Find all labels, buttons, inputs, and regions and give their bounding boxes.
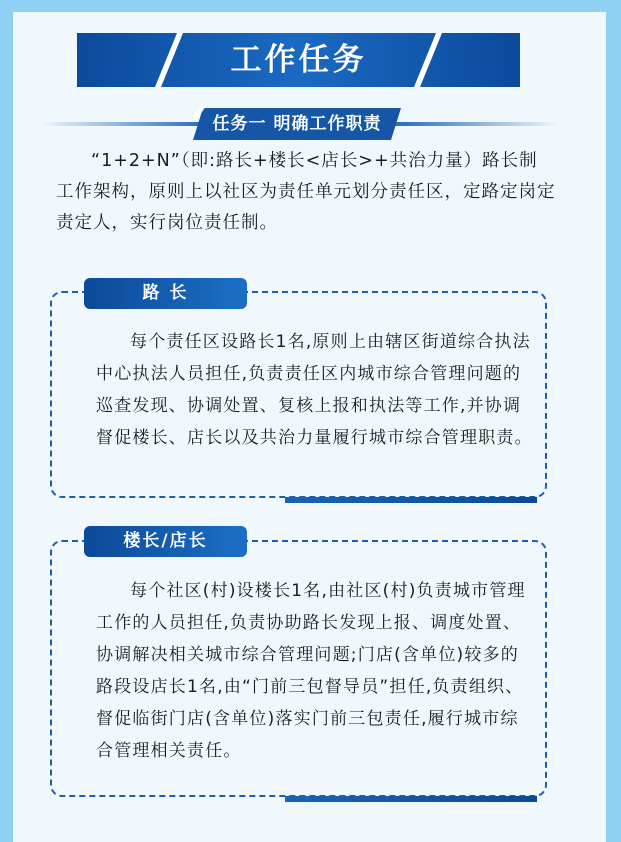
- subtitle-tag: [193, 108, 401, 140]
- card-body: 每个社区(村)设楼长1名,由社区(村)负责城市管理工作的人员担任,负责协助路长发现上报、调度处置、协调解决相关城市综合管理问题;门店(含单位)较多的路段设店长1名,由“门前三包督导员”担任,负责组织、督促临街门店(含单位)落实门前三包责任,履行城市综合管理相关责任。: [96, 581, 526, 761]
- page-title: 工作任务: [230, 42, 367, 78]
- card-accent-bar: [285, 497, 537, 503]
- card-title: 楼长/店长: [123, 531, 208, 551]
- section-subtitle: 任务一 明确工作职责: [212, 114, 382, 134]
- card-tag-building-store-chief: [84, 526, 247, 557]
- card-accent-bar: [285, 796, 537, 802]
- card-body: 每个责任区设路长1名,原则上由辖区街道综合执法中心执法人员担任,负责责任区内城市综合管理问题的巡查发现、协调处置、复核上报和执法等工作,并协调督促楼长、店长以及共治力量履行城市综合管理职责。: [96, 332, 533, 448]
- card-title: 路 长: [142, 283, 189, 303]
- card-tag-road-chief: [84, 278, 247, 309]
- intro-paragraph: “1+2+N”（即:路长+楼长<店长>+共治力量）路长制工作架构，原则上以社区为责任单元划分责任区，定路定岗定责定人，实行岗位责任制。: [56, 151, 556, 233]
- title-banner: [77, 33, 520, 87]
